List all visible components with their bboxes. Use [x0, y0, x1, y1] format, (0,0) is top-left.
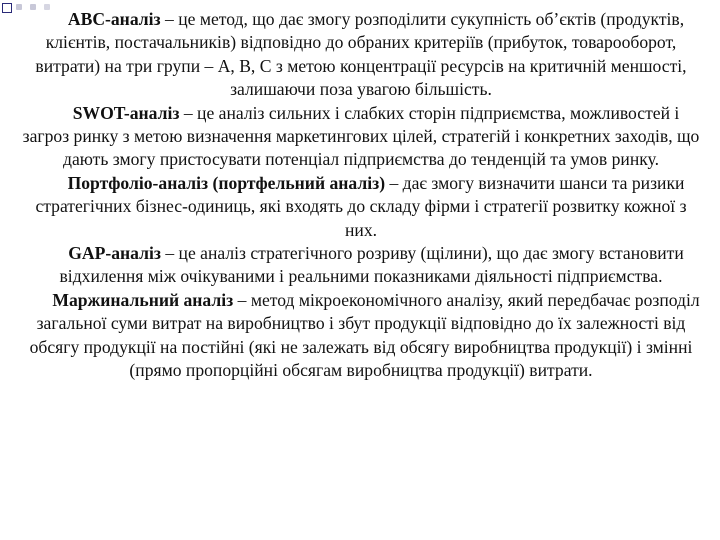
term-portfolio-analysis: Портфоліо-аналіз (портфельний аналіз)	[67, 172, 386, 193]
definition-abc-analysis: – це метод, що дає змогу розподілити сукупність об’єктів (продуктів, клієнтів, постачальників) відповідно до обраних критеріїв (прибуток, товарооборот, витрати) на три групи – А, В, С з метою концентрації ресурсів на критичній меншості, залишаючи поза увагою більшість.	[35, 9, 687, 100]
document-body	[22, 8, 700, 383]
paragraph-gap-analysis	[22, 242, 700, 289]
paragraph-abc-analysis	[22, 8, 700, 102]
definition-portfolio-analysis: – дає змогу визначити шанси та ризики стратегічних бізнес-одиниць, які входять до складу фірми і стратегії розвитку кожної з них.	[35, 172, 687, 240]
term-swot-analysis: SWOT-аналіз	[72, 102, 180, 123]
paragraph-marginal-analysis	[22, 289, 700, 383]
paragraph-swot-analysis	[22, 102, 700, 172]
definition-swot-analysis: – це аналіз сильних і слабких сторін підприємства, можливостей і загроз ринку з метою визначення маркетингових цілей, стратегій і конкретних заходів, що дають змогу пристосувати потенціал підприємства до тенденцій та умов ринку.	[22, 102, 700, 170]
definition-gap-analysis: – це аналіз стратегічного розриву (щілини), що дає змогу встановити відхилення між очікуваними і реальними показниками діяльності підприємства.	[59, 243, 684, 287]
term-abc-analysis: ABC-аналіз	[67, 9, 161, 29]
square-bullet-icon	[2, 3, 12, 13]
term-marginal-analysis: Маржинальний аналіз	[52, 289, 234, 310]
paragraph-portfolio-analysis	[22, 172, 700, 242]
definition-marginal-analysis: – метод мікроекономічного аналізу, який передбачає розподіл загальної суми витрат на виробництво і збут продукції відповідно до їх залежності від обсягу продукції на постійні (які не залежать від обсягу виробництва продукції) і змінні (прямо пропорційні обсягам виробництва продукції) витрати.	[29, 289, 700, 381]
term-gap-analysis: GAP-аналіз	[68, 243, 161, 264]
